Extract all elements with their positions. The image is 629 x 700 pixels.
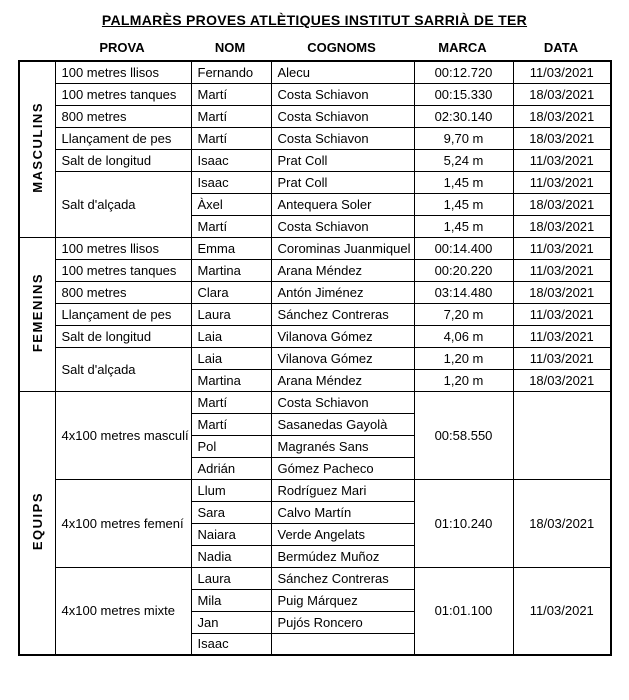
cell-marca: 1,45 m (414, 193, 513, 215)
cell-prova: Llançament de pes (55, 127, 191, 149)
cell-marca: 00:58.550 (414, 391, 513, 479)
section-label: MASCULINS (29, 102, 45, 194)
cell-cognoms: Pujós Roncero (271, 611, 414, 633)
cell-prova: 100 metres llisos (55, 61, 191, 83)
cell-cognoms: Sánchez Contreras (271, 567, 414, 589)
table-row (19, 127, 611, 149)
cell-data: 18/03/2021 (513, 215, 611, 237)
cell-prova: 100 metres llisos (55, 237, 191, 259)
cell-nom: Laura (191, 567, 271, 589)
cell-marca: 01:01.100 (414, 567, 513, 655)
cell-cognoms: Costa Schiavon (271, 391, 414, 413)
table-row (19, 237, 611, 259)
cell-cognoms: Rodríguez Mari (271, 479, 414, 501)
cell-nom: Àxel (191, 193, 271, 215)
cell-cognoms: Vilanova Gómez (271, 347, 414, 369)
cell-data: 11/03/2021 (513, 259, 611, 281)
cell-marca: 4,06 m (414, 325, 513, 347)
cell-marca: 1,20 m (414, 347, 513, 369)
cell-prova: 800 metres (55, 105, 191, 127)
table-row (19, 281, 611, 303)
cell-nom: Adrián (191, 457, 271, 479)
cell-cognoms: Gómez Pacheco (271, 457, 414, 479)
cell-cognoms: Sasanedas Gayolà (271, 413, 414, 435)
cell-marca: 00:14.400 (414, 237, 513, 259)
cell-nom: Martina (191, 369, 271, 391)
cell-marca: 03:14.480 (414, 281, 513, 303)
cell-cognoms: Vilanova Gómez (271, 325, 414, 347)
cell-cognoms: Alecu (271, 61, 414, 83)
cell-prova: Salt de longitud (55, 149, 191, 171)
cell-data: 18/03/2021 (513, 479, 611, 567)
cell-marca: 1,20 m (414, 369, 513, 391)
page-title: PALMARÈS PROVES ATLÈTIQUES INSTITUT SARRIÀ DE TER (101, 12, 528, 28)
cell-nom: Laia (191, 347, 271, 369)
cell-prova: Salt de longitud (55, 325, 191, 347)
cell-prova: 800 metres (55, 281, 191, 303)
column-header-spacer (18, 40, 54, 55)
cell-data: 18/03/2021 (513, 281, 611, 303)
cell-data: 11/03/2021 (513, 237, 611, 259)
section-label-cell (19, 237, 55, 391)
cell-cognoms: Prat Coll (271, 171, 414, 193)
column-header-cognoms: COGNOMS (307, 40, 376, 55)
column-header-marca: MARCA (438, 40, 487, 55)
cell-prova: Llançament de pes (55, 303, 191, 325)
cell-data (513, 391, 611, 479)
table-row (19, 479, 611, 501)
cell-nom: Sara (191, 501, 271, 523)
cell-cognoms: Bermúdez Muñoz (271, 545, 414, 567)
section-label-cell (19, 391, 55, 655)
cell-marca: 9,70 m (414, 127, 513, 149)
cell-data: 11/03/2021 (513, 171, 611, 193)
table-row (19, 347, 611, 369)
cell-data: 11/03/2021 (513, 325, 611, 347)
cell-cognoms: Costa Schiavon (271, 215, 414, 237)
cell-cognoms: Arana Méndez (271, 369, 414, 391)
cell-marca: 00:20.220 (414, 259, 513, 281)
cell-nom: Martí (191, 127, 271, 149)
cell-marca: 1,45 m (414, 171, 513, 193)
cell-nom: Laura (191, 303, 271, 325)
table-row (19, 149, 611, 171)
cell-prova: Salt d'alçada (55, 347, 191, 391)
cell-nom: Nadia (191, 545, 271, 567)
cell-cognoms: Calvo Martín (271, 501, 414, 523)
cell-marca: 02:30.140 (414, 105, 513, 127)
cell-data: 11/03/2021 (513, 149, 611, 171)
cell-prova: 4x100 metres mixte (55, 567, 191, 655)
cell-cognoms: Corominas Juanmiquel (271, 237, 414, 259)
cell-marca: 7,20 m (414, 303, 513, 325)
table-row (19, 259, 611, 281)
table-row (19, 391, 611, 413)
cell-data: 18/03/2021 (513, 83, 611, 105)
column-headers (18, 40, 610, 55)
cell-data: 18/03/2021 (513, 127, 611, 149)
cell-data: 11/03/2021 (513, 347, 611, 369)
column-header-data: DATA (543, 40, 579, 55)
section-label: EQUIPS (29, 492, 45, 551)
section-label-cell (19, 61, 55, 237)
cell-cognoms: Arana Méndez (271, 259, 414, 281)
table-row (19, 83, 611, 105)
cell-nom: Isaac (191, 633, 271, 655)
cell-nom: Naiara (191, 523, 271, 545)
cell-marca: 5,24 m (414, 149, 513, 171)
cell-cognoms: Costa Schiavon (271, 127, 414, 149)
table-row (19, 567, 611, 589)
cell-cognoms: Antón Jiménez (271, 281, 414, 303)
cell-data: 11/03/2021 (513, 567, 611, 655)
cell-data: 11/03/2021 (513, 61, 611, 83)
table-row (19, 105, 611, 127)
cell-nom: Martí (191, 83, 271, 105)
cell-prova: 4x100 metres femení (55, 479, 191, 567)
cell-nom: Martí (191, 391, 271, 413)
cell-nom: Emma (191, 237, 271, 259)
cell-prova: 4x100 metres masculí (55, 391, 191, 479)
cell-nom: Martí (191, 105, 271, 127)
cell-cognoms: Costa Schiavon (271, 83, 414, 105)
palmares-table (18, 60, 612, 656)
cell-nom: Mila (191, 589, 271, 611)
table-row (19, 171, 611, 193)
cell-nom: Jan (191, 611, 271, 633)
cell-marca: 00:12.720 (414, 61, 513, 83)
cell-data: 18/03/2021 (513, 193, 611, 215)
table-row (19, 61, 611, 83)
cell-data: 11/03/2021 (513, 303, 611, 325)
table-row (19, 325, 611, 347)
column-header-prova: PROVA (99, 40, 145, 55)
cell-cognoms: Sánchez Contreras (271, 303, 414, 325)
cell-cognoms: Prat Coll (271, 149, 414, 171)
cell-nom: Martí (191, 413, 271, 435)
cell-marca: 00:15.330 (414, 83, 513, 105)
table-row (19, 303, 611, 325)
cell-prova: 100 metres tanques (55, 83, 191, 105)
cell-nom: Llum (191, 479, 271, 501)
cell-cognoms: Costa Schiavon (271, 105, 414, 127)
cell-nom: Laia (191, 325, 271, 347)
cell-cognoms (271, 633, 414, 655)
cell-nom: Martina (191, 259, 271, 281)
cell-nom: Clara (191, 281, 271, 303)
cell-marca: 1,45 m (414, 215, 513, 237)
cell-cognoms: Verde Angelats (271, 523, 414, 545)
cell-prova: 100 metres tanques (55, 259, 191, 281)
cell-nom: Martí (191, 215, 271, 237)
cell-marca: 01:10.240 (414, 479, 513, 567)
cell-cognoms: Magranés Sans (271, 435, 414, 457)
section-label: FEMENINS (29, 272, 45, 353)
cell-nom: Isaac (191, 171, 271, 193)
cell-cognoms: Puig Márquez (271, 589, 414, 611)
cell-prova: Salt d'alçada (55, 171, 191, 237)
cell-nom: Pol (191, 435, 271, 457)
cell-data: 18/03/2021 (513, 105, 611, 127)
cell-nom: Isaac (191, 149, 271, 171)
cell-nom: Fernando (191, 61, 271, 83)
column-header-nom: NOM (214, 40, 246, 55)
cell-cognoms: Antequera Soler (271, 193, 414, 215)
cell-data: 18/03/2021 (513, 369, 611, 391)
